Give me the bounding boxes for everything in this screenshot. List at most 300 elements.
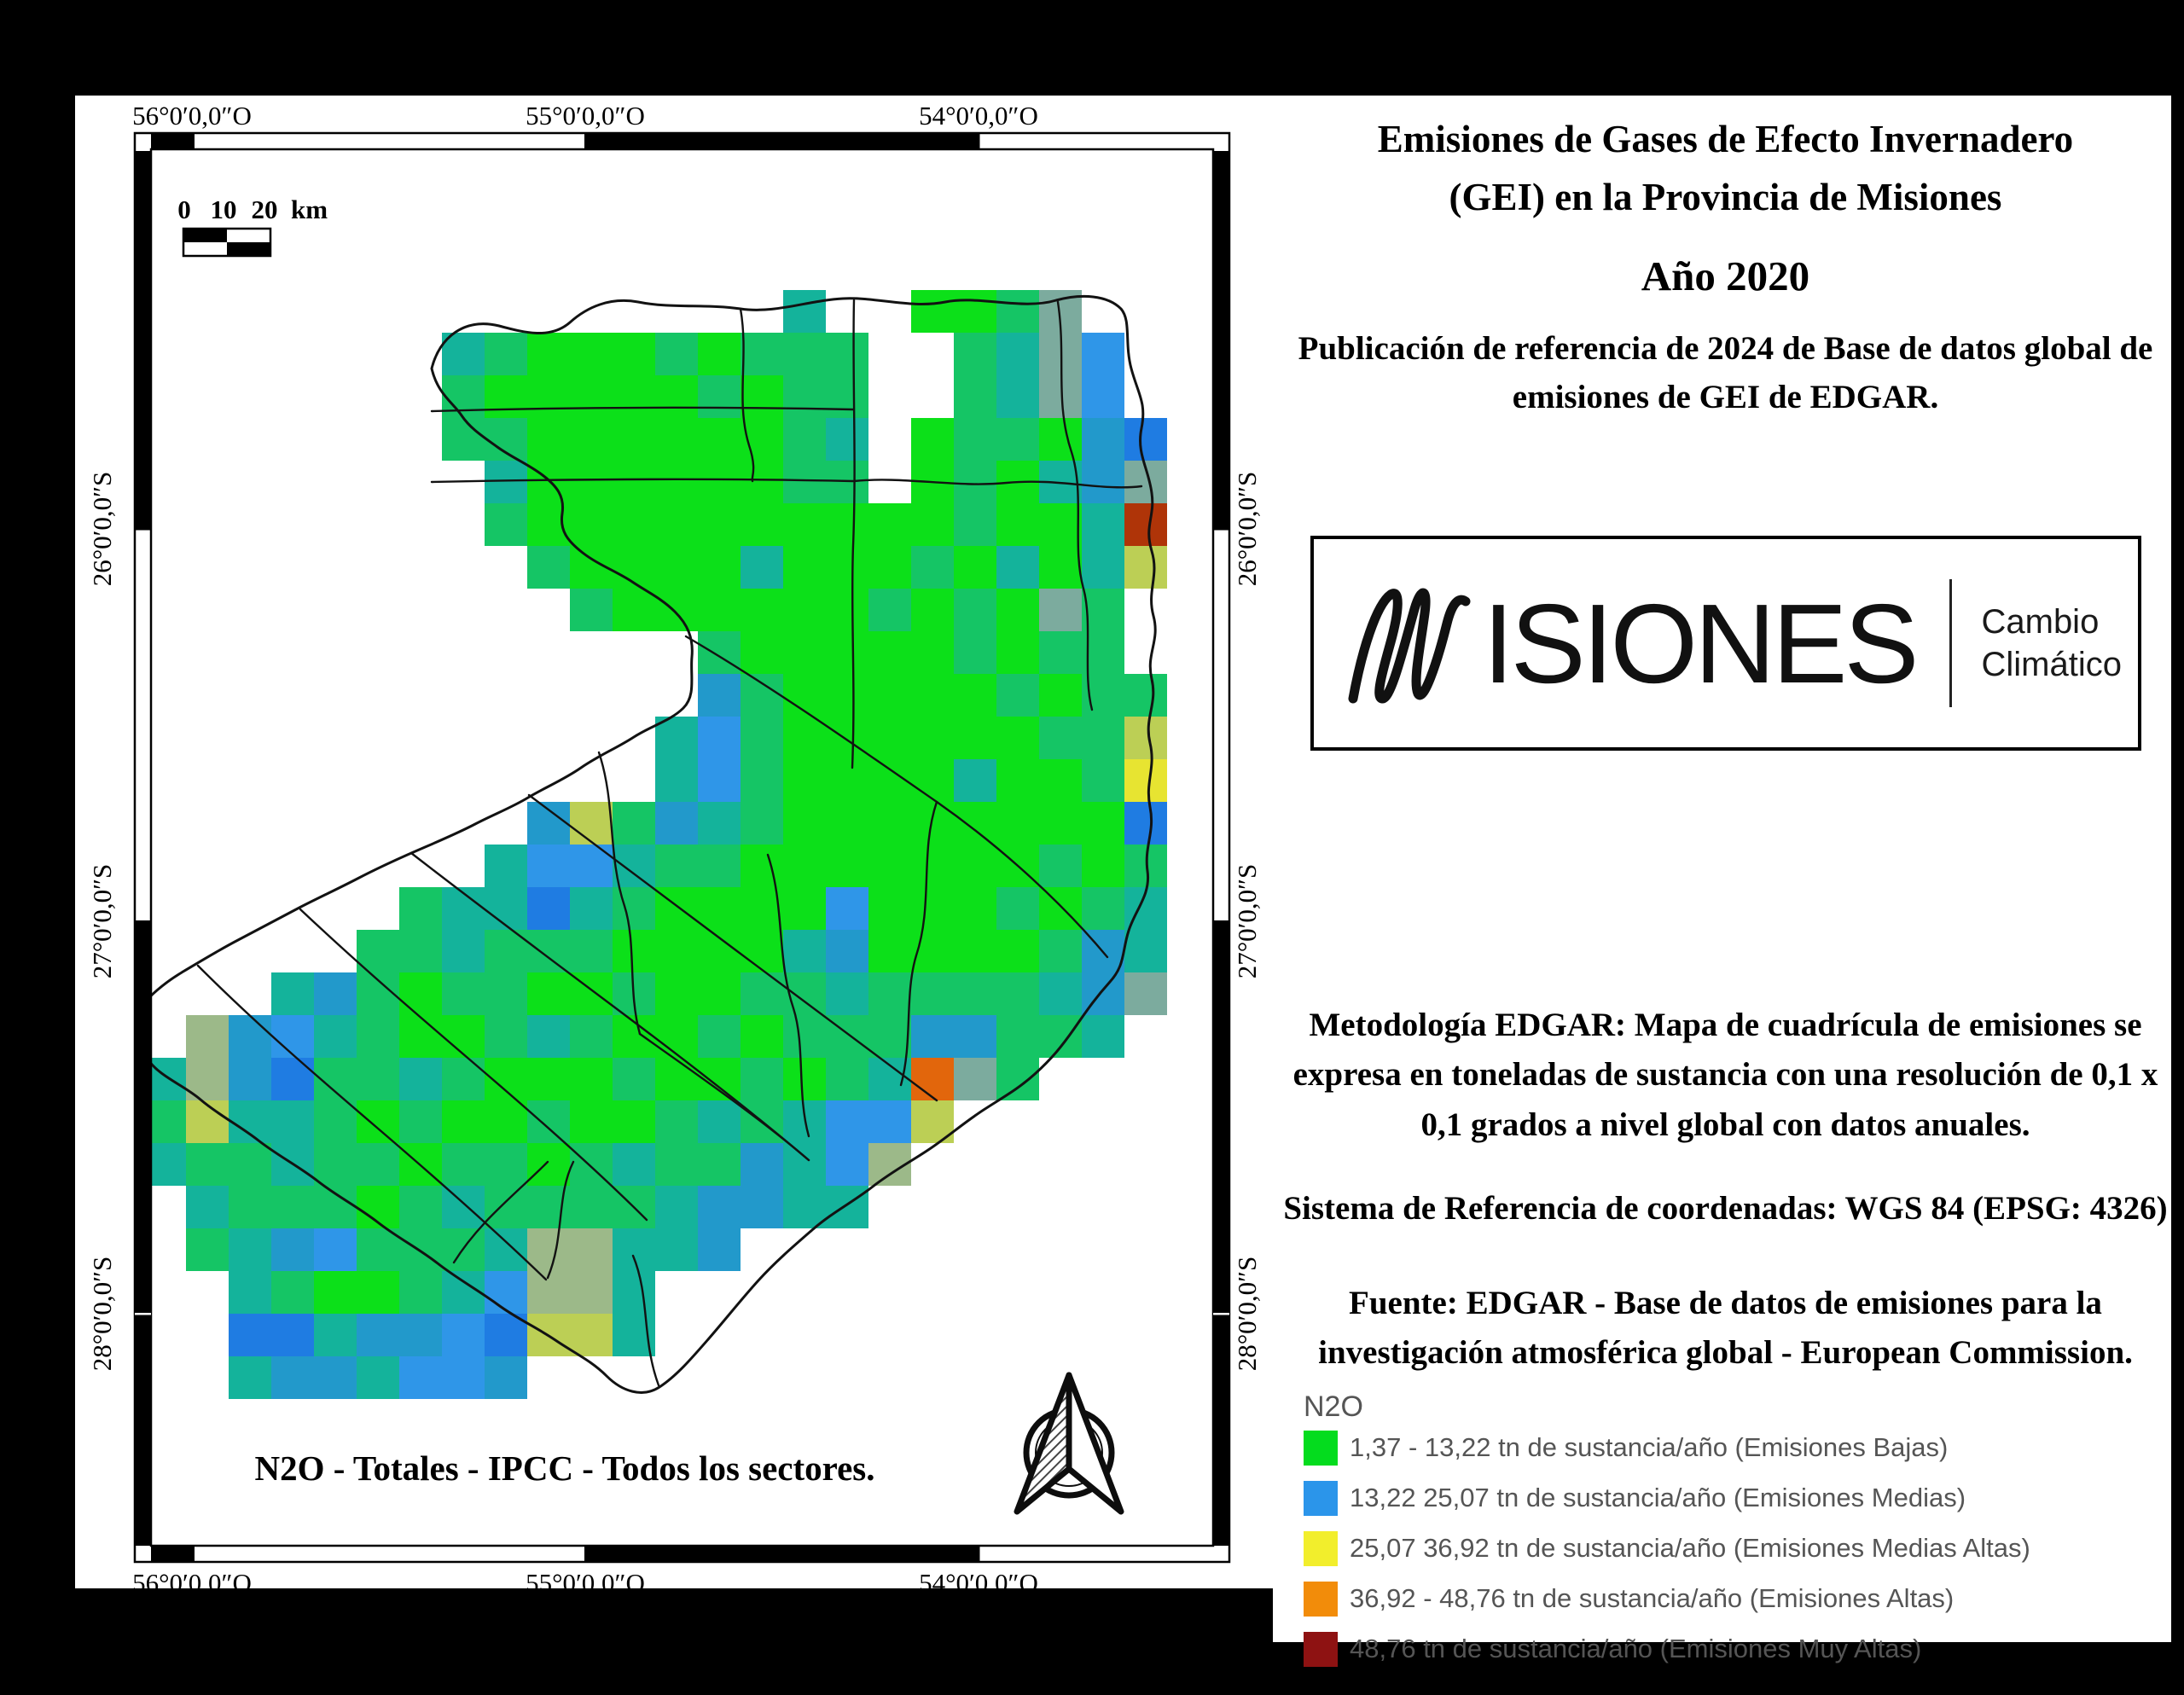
raster-cell [1039, 589, 1082, 631]
panel-source: Fuente: EDGAR - Base de datos de emisiones para la investigación atmosférica global - European Commission. [1318, 1284, 2133, 1372]
raster-cell [996, 887, 1039, 930]
raster-cell [996, 333, 1039, 375]
raster-cell [741, 503, 783, 546]
emissions-raster-grid [143, 290, 1167, 1399]
raster-cell [655, 1015, 698, 1058]
raster-cell [527, 1015, 570, 1058]
legend-item-altas [1304, 1582, 2171, 1617]
raster-cell [655, 1100, 698, 1143]
raster-cell [996, 674, 1039, 717]
legend-label: 25,07 36,92 tn de sustancia/año (Emisiones Medias Altas) [1350, 1533, 2030, 1564]
raster-cell [911, 631, 954, 674]
raster-cell [996, 375, 1039, 418]
lon-label-top-56: 56°0′0,0″O [132, 101, 252, 131]
raster-cell [485, 972, 527, 1015]
raster-cell [399, 1015, 442, 1058]
legend-item-medias-altas [1304, 1531, 2171, 1566]
raster-cell [1082, 1015, 1124, 1058]
raster-cell [741, 1015, 783, 1058]
raster-cell [570, 930, 613, 972]
misiones-logo [1310, 536, 2141, 751]
raster-cell [741, 717, 783, 759]
raster-cell [826, 717, 868, 759]
raster-cell [698, 972, 741, 1015]
raster-cell [613, 1228, 655, 1271]
raster-cell [996, 972, 1039, 1015]
raster-cell [271, 1314, 314, 1356]
raster-cell [1039, 418, 1082, 461]
raster-cell [357, 1143, 399, 1186]
lat-label-left-26: 26°0′0,0″S [87, 471, 117, 587]
raster-cell [186, 1015, 229, 1058]
raster-cell [911, 503, 954, 546]
raster-cell [570, 845, 613, 887]
raster-cell [868, 930, 911, 972]
raster-cell [826, 375, 868, 418]
raster-cell [613, 1058, 655, 1100]
raster-cell [954, 589, 996, 631]
raster-cell [1039, 631, 1082, 674]
raster-cell [954, 333, 996, 375]
raster-cell [655, 333, 698, 375]
raster-cell [655, 461, 698, 503]
raster-cell [911, 972, 954, 1015]
raster-cell [399, 1314, 442, 1356]
legend-label: 1,37 - 13,22 tn de sustancia/año (Emisiones Bajas) [1350, 1432, 1949, 1463]
panel-title [1280, 111, 2171, 226]
raster-cell [314, 1314, 357, 1356]
misiones-logo-m-icon [1338, 571, 1483, 716]
lon-label-top-54: 54°0′0,0″O [919, 101, 1038, 131]
raster-cell [655, 759, 698, 802]
raster-cell [868, 546, 911, 589]
raster-cell [570, 1100, 613, 1143]
raster-cell [826, 589, 868, 631]
raster-cell [783, 290, 826, 333]
raster-cell [741, 631, 783, 674]
raster-cell [954, 290, 996, 333]
raster-cell [1082, 418, 1124, 461]
logo-divider [1949, 579, 1952, 707]
raster-cell [996, 930, 1039, 972]
lat-label-right-26: 26°0′0,0″S [1232, 471, 1262, 587]
raster-cell [1039, 972, 1082, 1015]
raster-cell [698, 717, 741, 759]
raster-cell [271, 972, 314, 1015]
raster-cell [570, 1186, 613, 1228]
raster-cell [357, 1356, 399, 1399]
legend-label: 13,22 25,07 tn de sustancia/año (Emisiones Medias) [1350, 1483, 1966, 1513]
scale-bar [177, 194, 328, 256]
raster-cell [527, 845, 570, 887]
scale-label-20: 20 [251, 194, 278, 224]
raster-cell [826, 759, 868, 802]
raster-cell [527, 930, 570, 972]
scale-label-0: 0 [177, 194, 191, 224]
raster-cell [868, 717, 911, 759]
raster-cell [698, 1143, 741, 1186]
raster-cell [485, 887, 527, 930]
raster-cell [655, 845, 698, 887]
raster-cell [826, 887, 868, 930]
panel-title-line2: (GEI) en la Provincia de Misiones [1449, 175, 2002, 218]
raster-cell [271, 1015, 314, 1058]
raster-cell [1082, 845, 1124, 887]
raster-cell [698, 845, 741, 887]
raster-cell [357, 1058, 399, 1100]
raster-cell [271, 1100, 314, 1143]
north-arrow-icon [1017, 1375, 1121, 1512]
raster-cell [613, 589, 655, 631]
raster-cell [1082, 759, 1124, 802]
raster-cell [314, 1015, 357, 1058]
raster-cell [911, 290, 954, 333]
raster-cell [485, 1271, 527, 1314]
raster-cell [1082, 461, 1124, 503]
raster-cell [911, 845, 954, 887]
raster-cell [229, 1271, 271, 1314]
raster-cell [527, 802, 570, 845]
raster-cell [698, 802, 741, 845]
raster-cell [442, 1356, 485, 1399]
raster-cell [698, 1186, 741, 1228]
raster-cell [442, 1015, 485, 1058]
raster-cell [314, 1228, 357, 1271]
raster-cell [314, 1271, 357, 1314]
raster-cell [741, 546, 783, 589]
raster-cell [399, 1356, 442, 1399]
panel-year: Año 2020 [1641, 253, 1810, 299]
raster-cell [954, 887, 996, 930]
raster-cell [570, 802, 613, 845]
legend-item-bajas [1304, 1431, 2171, 1466]
raster-cell [655, 930, 698, 972]
raster-cell [1124, 503, 1167, 546]
raster-cell [698, 418, 741, 461]
raster-cell [527, 1100, 570, 1143]
lon-label-bottom-55: 55°0′0,0″O [526, 1568, 645, 1598]
raster-cell [229, 1143, 271, 1186]
raster-cell [698, 461, 741, 503]
raster-cell [868, 1100, 911, 1143]
raster-cell [783, 845, 826, 887]
raster-cell [1124, 972, 1167, 1015]
raster-cell [698, 1015, 741, 1058]
raster-cell [655, 1143, 698, 1186]
raster-cell [1039, 503, 1082, 546]
raster-cell [954, 930, 996, 972]
info-panel [1280, 96, 2171, 1682]
raster-cell [527, 1143, 570, 1186]
legend-label: 48,76 tn de sustancia/año (Emisiones Muy Altas) [1350, 1634, 1922, 1664]
raster-cell [485, 1100, 527, 1143]
raster-cell [741, 1058, 783, 1100]
raster-cell [485, 1143, 527, 1186]
raster-cell [868, 1015, 911, 1058]
raster-cell [485, 1015, 527, 1058]
raster-cell [570, 1015, 613, 1058]
raster-cell [1124, 674, 1167, 717]
legend-swatch-blue [1304, 1481, 1338, 1516]
raster-cell [954, 717, 996, 759]
raster-cell [741, 930, 783, 972]
raster-cell [442, 972, 485, 1015]
raster-cell [698, 503, 741, 546]
raster-cell [186, 1228, 229, 1271]
raster-cell [868, 631, 911, 674]
raster-cell [868, 503, 911, 546]
raster-cell [1082, 546, 1124, 589]
raster-cell [655, 375, 698, 418]
raster-cell [741, 1186, 783, 1228]
raster-cell [442, 1186, 485, 1228]
raster-cell [613, 1100, 655, 1143]
raster-cell [868, 674, 911, 717]
logo-tagline [1981, 601, 2121, 686]
raster-cell [783, 546, 826, 589]
raster-cell [570, 1143, 613, 1186]
logo-tagline-line1: Cambio [1981, 603, 2100, 641]
raster-cell [1039, 717, 1082, 759]
raster-cell [911, 1015, 954, 1058]
panel-publication: Publicación de referencia de 2024 de Base de datos global de emisiones de GEI de EDGAR. [1298, 330, 2153, 416]
raster-cell [570, 375, 613, 418]
raster-cell [911, 759, 954, 802]
raster-cell [1039, 1015, 1082, 1058]
raster-cell [698, 759, 741, 802]
raster-cell [996, 546, 1039, 589]
raster-cell [655, 1228, 698, 1271]
raster-cell [826, 1100, 868, 1143]
raster-cell [911, 717, 954, 759]
raster-cell [698, 375, 741, 418]
raster-cell [698, 674, 741, 717]
raster-cell [868, 589, 911, 631]
raster-cell [741, 759, 783, 802]
legend-title: N2O [1304, 1390, 1363, 1423]
raster-cell [1082, 802, 1124, 845]
raster-cell [826, 674, 868, 717]
raster-cell [954, 631, 996, 674]
raster-cell [613, 802, 655, 845]
raster-cell [1082, 717, 1124, 759]
raster-cell [1124, 759, 1167, 802]
raster-cell [783, 333, 826, 375]
raster-cell [911, 546, 954, 589]
raster-cell [996, 1058, 1039, 1100]
raster-cell [698, 1228, 741, 1271]
lat-label-right-27: 27°0′0,0″S [1232, 863, 1262, 979]
raster-cell [741, 674, 783, 717]
raster-cell [655, 972, 698, 1015]
raster-cell [826, 802, 868, 845]
raster-cell [783, 631, 826, 674]
legend-item-muy-altas [1304, 1632, 2171, 1667]
raster-cell [485, 375, 527, 418]
raster-cell [613, 461, 655, 503]
raster-cell [1039, 674, 1082, 717]
raster-cell [357, 1314, 399, 1356]
raster-cell [698, 333, 741, 375]
raster-cell [314, 972, 357, 1015]
raster-cell [485, 418, 527, 461]
raster-cell [527, 375, 570, 418]
raster-cell [698, 546, 741, 589]
raster-cell [613, 930, 655, 972]
raster-cell [570, 503, 613, 546]
raster-cell [1124, 546, 1167, 589]
raster-cell [996, 290, 1039, 333]
raster-cell [1039, 887, 1082, 930]
raster-cell [1124, 930, 1167, 972]
raster-cell [229, 1100, 271, 1143]
raster-cell [826, 503, 868, 546]
raster-cell [954, 1015, 996, 1058]
raster-cell [868, 972, 911, 1015]
raster-cell [186, 1186, 229, 1228]
legend-label: 36,92 - 48,76 tn de sustancia/año (Emisiones Altas) [1350, 1583, 1955, 1614]
raster-cell [1124, 418, 1167, 461]
raster-cell [229, 1314, 271, 1356]
raster-cell [485, 503, 527, 546]
raster-cell [783, 375, 826, 418]
raster-cell [1082, 503, 1124, 546]
raster-cell [442, 1314, 485, 1356]
raster-cell [570, 418, 613, 461]
scale-label-km: km [291, 194, 328, 224]
raster-cell [783, 1015, 826, 1058]
raster-cell [954, 845, 996, 887]
raster-cell [783, 418, 826, 461]
raster-cell [783, 1058, 826, 1100]
raster-cell [741, 333, 783, 375]
raster-cell [527, 546, 570, 589]
raster-cell [613, 375, 655, 418]
raster-cell [996, 717, 1039, 759]
raster-cell [741, 589, 783, 631]
lat-label-left-27: 27°0′0,0″S [87, 863, 117, 979]
raster-cell [868, 887, 911, 930]
lon-label-top-55: 55°0′0,0″O [526, 101, 645, 131]
raster-cell [954, 759, 996, 802]
raster-cell [655, 589, 698, 631]
raster-cell [271, 1186, 314, 1228]
raster-cell [527, 418, 570, 461]
raster-cell [613, 1143, 655, 1186]
raster-cell [698, 589, 741, 631]
raster-cell [741, 375, 783, 418]
misiones-logo-text: ISIONES [1483, 580, 1916, 706]
raster-cell [570, 1271, 613, 1314]
raster-cell [783, 461, 826, 503]
raster-cell [826, 631, 868, 674]
raster-cell [655, 503, 698, 546]
raster-cell [954, 546, 996, 589]
raster-cell [698, 930, 741, 972]
raster-cell [271, 1228, 314, 1271]
raster-cell [826, 1143, 868, 1186]
raster-cell [399, 1100, 442, 1143]
raster-cell [485, 333, 527, 375]
legend [1304, 1390, 2171, 1667]
raster-cell [1039, 759, 1082, 802]
raster-cell [826, 1058, 868, 1100]
raster-cell [1039, 930, 1082, 972]
raster-cell [314, 1356, 357, 1399]
raster-cell [954, 503, 996, 546]
raster-cell [570, 589, 613, 631]
raster-cell [399, 930, 442, 972]
raster-cell [314, 1100, 357, 1143]
raster-cell [655, 802, 698, 845]
raster-cell [954, 972, 996, 1015]
raster-cell [783, 887, 826, 930]
raster-cell [783, 759, 826, 802]
raster-cell [186, 1100, 229, 1143]
raster-cell [570, 461, 613, 503]
raster-cell [1082, 375, 1124, 418]
raster-cell [485, 845, 527, 887]
legend-swatch-darkred [1304, 1632, 1338, 1667]
raster-cell [570, 333, 613, 375]
raster-cell [613, 887, 655, 930]
raster-cell [442, 1058, 485, 1100]
raster-cell [954, 418, 996, 461]
raster-cell [826, 972, 868, 1015]
raster-cell [271, 1271, 314, 1314]
raster-cell [911, 418, 954, 461]
raster-cell [826, 333, 868, 375]
raster-cell [1039, 546, 1082, 589]
raster-cell [399, 1058, 442, 1100]
raster-cell [442, 930, 485, 972]
raster-cell [357, 1015, 399, 1058]
legend-item-medias [1304, 1481, 2171, 1516]
raster-cell [655, 546, 698, 589]
lon-label-bottom-56: 56°0′0,0″O [132, 1568, 252, 1598]
raster-cell [1039, 802, 1082, 845]
raster-cell [826, 845, 868, 887]
raster-cell [1039, 845, 1082, 887]
raster-cell [996, 503, 1039, 546]
raster-cell [570, 1314, 613, 1356]
raster-cell [613, 1271, 655, 1314]
lat-label-left-28: 28°0′0,0″S [87, 1256, 117, 1372]
raster-cell [229, 1356, 271, 1399]
raster-cell [229, 1058, 271, 1100]
raster-cell [399, 1186, 442, 1228]
raster-cell [1039, 375, 1082, 418]
panel-crs: Sistema de Referencia de coordenadas: WGS 84 (EPSG: 4326) [1283, 1190, 2168, 1228]
raster-cell [954, 461, 996, 503]
lat-label-right-28: 28°0′0,0″S [1232, 1256, 1262, 1372]
raster-cell [527, 333, 570, 375]
raster-cell [996, 759, 1039, 802]
raster-cell [783, 717, 826, 759]
raster-cell [271, 1058, 314, 1100]
scale-label-10: 10 [210, 194, 237, 224]
raster-cell [527, 1058, 570, 1100]
raster-cell [655, 418, 698, 461]
raster-cell [911, 1058, 954, 1100]
raster-cell [485, 1356, 527, 1399]
raster-cell [229, 1186, 271, 1228]
raster-cell [1082, 333, 1124, 375]
raster-cell [868, 845, 911, 887]
raster-cell [186, 1143, 229, 1186]
map-caption: N2O - Totales - IPCC - Todos los sectores. [254, 1448, 875, 1488]
raster-cell [783, 503, 826, 546]
